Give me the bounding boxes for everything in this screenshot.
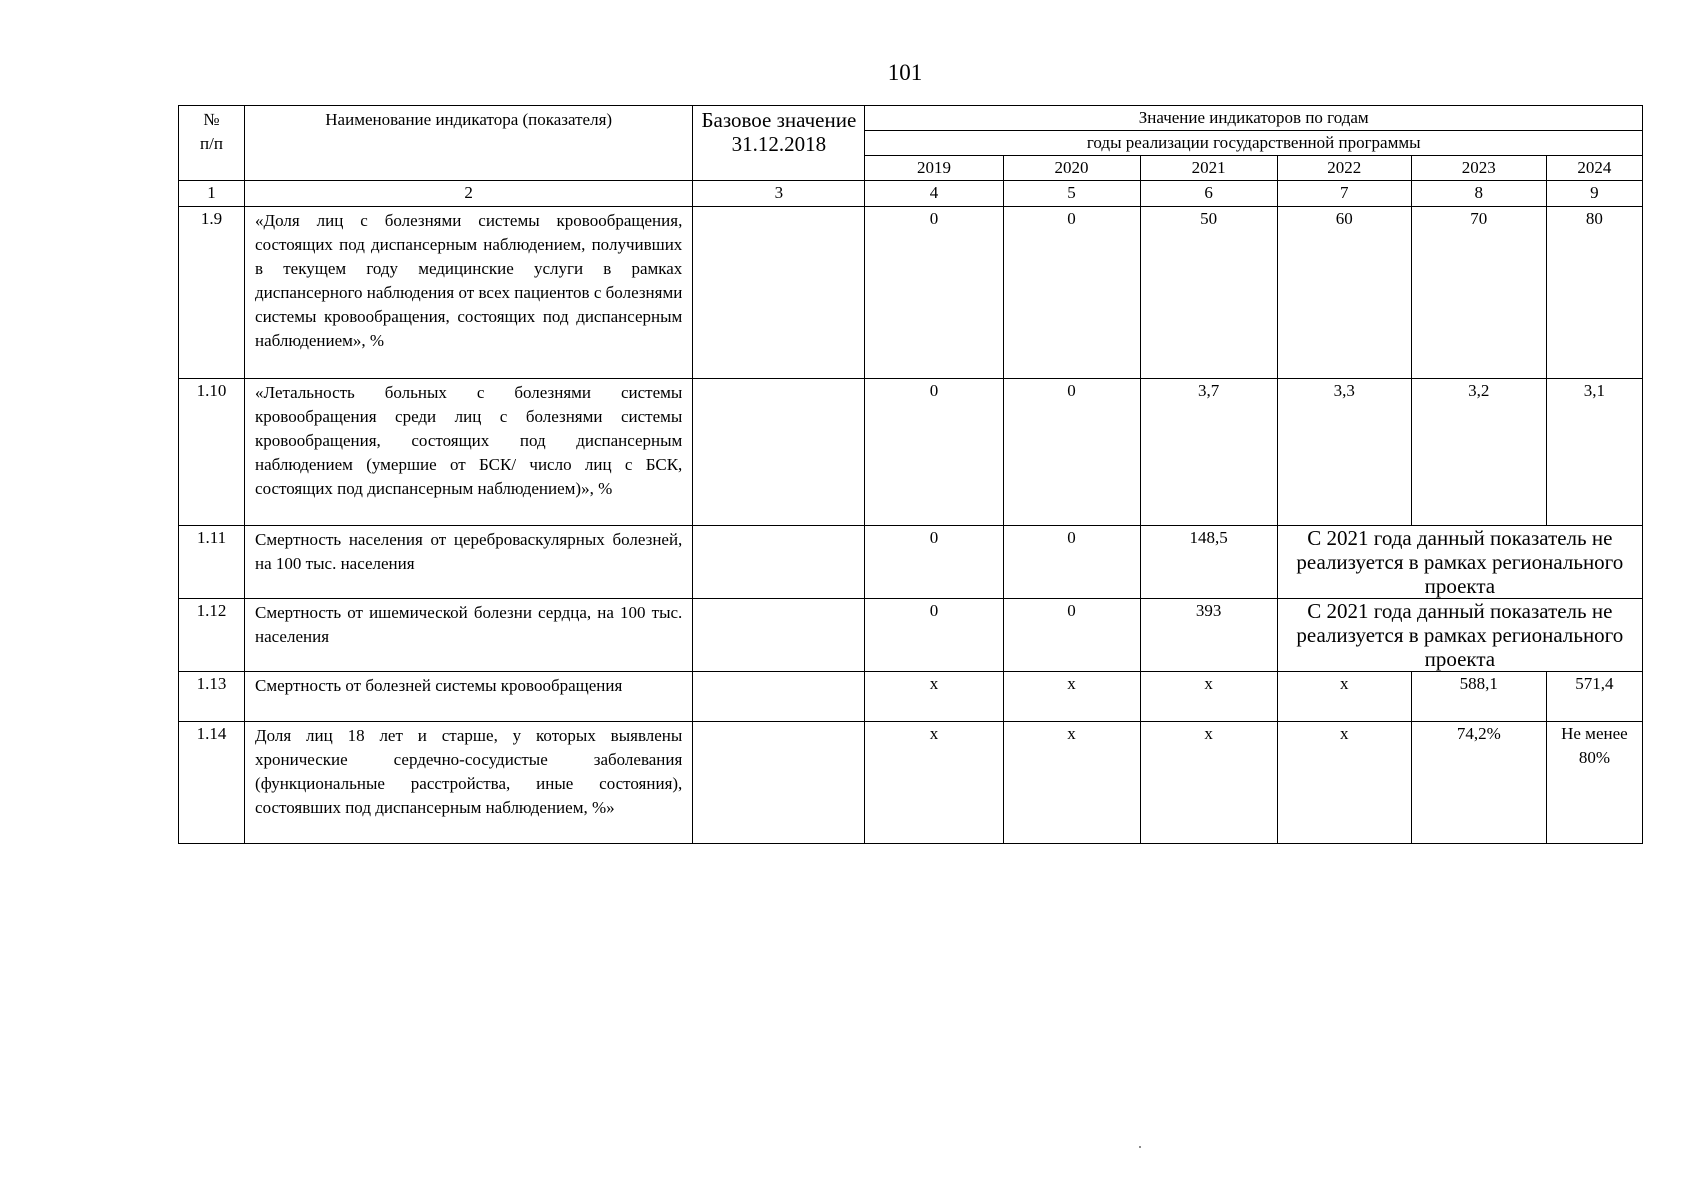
year-value: х xyxy=(865,722,1003,844)
table-row xyxy=(179,526,1643,599)
year-value: 50 xyxy=(1140,207,1277,379)
table-row xyxy=(179,207,1643,379)
year-value: 588,1 xyxy=(1411,672,1546,722)
column-index: 1 xyxy=(179,181,245,207)
year-value: 0 xyxy=(865,207,1003,379)
year-value: х xyxy=(1277,672,1411,722)
header-years-group: годы реализации государственной программы xyxy=(865,131,1643,156)
indicator-name: Доля лиц 18 лет и старше, у которых выявлены хронические сердечно-сосудистые заболевания (функциональные расстройства, иные состояния), состоявших под диспансерным наблюдением, %» xyxy=(245,722,693,844)
header-values-group: Значение индикаторов по годам xyxy=(865,106,1643,131)
column-index: 5 xyxy=(1003,181,1140,207)
base-value xyxy=(693,379,865,526)
row-number: 1.14 xyxy=(179,722,245,844)
year-value: 3,3 xyxy=(1277,379,1411,526)
indicator-name: Смертность населения от цереброваскулярных болезней, на 100 тыс. населения xyxy=(245,526,693,599)
row-number: 1.13 xyxy=(179,672,245,722)
row-number: 1.12 xyxy=(179,599,245,672)
year-value: 0 xyxy=(1003,526,1140,599)
not-implemented-note: С 2021 года данный показатель не реализуется в рамках регионального проекта xyxy=(1277,526,1642,599)
year-value: 80 xyxy=(1546,207,1642,379)
header-year: 2024 xyxy=(1546,156,1642,181)
year-value: х xyxy=(1140,722,1277,844)
header-year: 2019 xyxy=(865,156,1003,181)
year-value: 571,4 xyxy=(1546,672,1642,722)
table-row xyxy=(179,599,1643,672)
column-index: 7 xyxy=(1277,181,1411,207)
year-value: Не менее 80% xyxy=(1546,722,1642,844)
year-value: х xyxy=(1003,672,1140,722)
header-year: 2020 xyxy=(1003,156,1140,181)
year-value: 3,1 xyxy=(1546,379,1642,526)
column-index: 3 xyxy=(693,181,865,207)
table-row xyxy=(179,722,1643,844)
header-row-1 xyxy=(179,106,1643,131)
scan-speck xyxy=(1139,1146,1141,1148)
year-value: 3,7 xyxy=(1140,379,1277,526)
year-value: 3,2 xyxy=(1411,379,1546,526)
table-row xyxy=(179,672,1643,722)
year-value: х xyxy=(1003,722,1140,844)
base-value xyxy=(693,599,865,672)
row-number: 1.11 xyxy=(179,526,245,599)
year-value: 70 xyxy=(1411,207,1546,379)
base-value xyxy=(693,722,865,844)
row-number: 1.9 xyxy=(179,207,245,379)
base-value xyxy=(693,207,865,379)
year-value: 393 xyxy=(1140,599,1277,672)
year-value: 74,2% xyxy=(1411,722,1546,844)
header-num: № п/п xyxy=(179,106,245,181)
year-value: х xyxy=(865,672,1003,722)
header-year: 2023 xyxy=(1411,156,1546,181)
base-value xyxy=(693,672,865,722)
page-number: 101 xyxy=(887,60,923,85)
header-base: Базовое значение 31.12.2018 xyxy=(693,106,865,181)
year-value: 0 xyxy=(865,526,1003,599)
column-index: 9 xyxy=(1546,181,1642,207)
year-value: 0 xyxy=(1003,379,1140,526)
column-index-row xyxy=(179,181,1643,207)
table-row xyxy=(179,379,1643,526)
indicators-table xyxy=(178,105,1643,844)
year-value: 0 xyxy=(865,599,1003,672)
year-value: х xyxy=(1277,722,1411,844)
row-number: 1.10 xyxy=(179,379,245,526)
header-year: 2022 xyxy=(1277,156,1411,181)
column-index: 8 xyxy=(1411,181,1546,207)
year-value: 0 xyxy=(1003,207,1140,379)
indicator-name: Смертность от болезней системы кровообращения xyxy=(245,672,693,722)
column-index: 4 xyxy=(865,181,1003,207)
column-index: 6 xyxy=(1140,181,1277,207)
year-value: 148,5 xyxy=(1140,526,1277,599)
header-year: 2021 xyxy=(1140,156,1277,181)
base-value xyxy=(693,526,865,599)
year-value: х xyxy=(1140,672,1277,722)
year-value: 0 xyxy=(1003,599,1140,672)
not-implemented-note: С 2021 года данный показатель не реализуется в рамках регионального проекта xyxy=(1277,599,1642,672)
indicator-name: «Доля лиц с болезнями системы кровообращения, состоящих под диспансерным наблюдением, получивших в текущем году медицинские услуги в рамках диспансерного наблюдения от всех пациентов с болезнями системы кровообращения, состоящих под диспансерным наблюдением», % xyxy=(245,207,693,379)
header-name: Наименование индикатора (показателя) xyxy=(245,106,693,181)
indicator-name: «Летальность больных с болезнями системы кровообращения среди лиц с болезнями системы кровообращения, состоящих под диспансерным наблюдением (умершие от БСК/ число лиц с БСК, состоящих под диспансерным наблюдением)», % xyxy=(245,379,693,526)
column-index: 2 xyxy=(245,181,693,207)
indicator-name: Смертность от ишемической болезни сердца, на 100 тыс. населения xyxy=(245,599,693,672)
year-value: 0 xyxy=(865,379,1003,526)
year-value: 60 xyxy=(1277,207,1411,379)
